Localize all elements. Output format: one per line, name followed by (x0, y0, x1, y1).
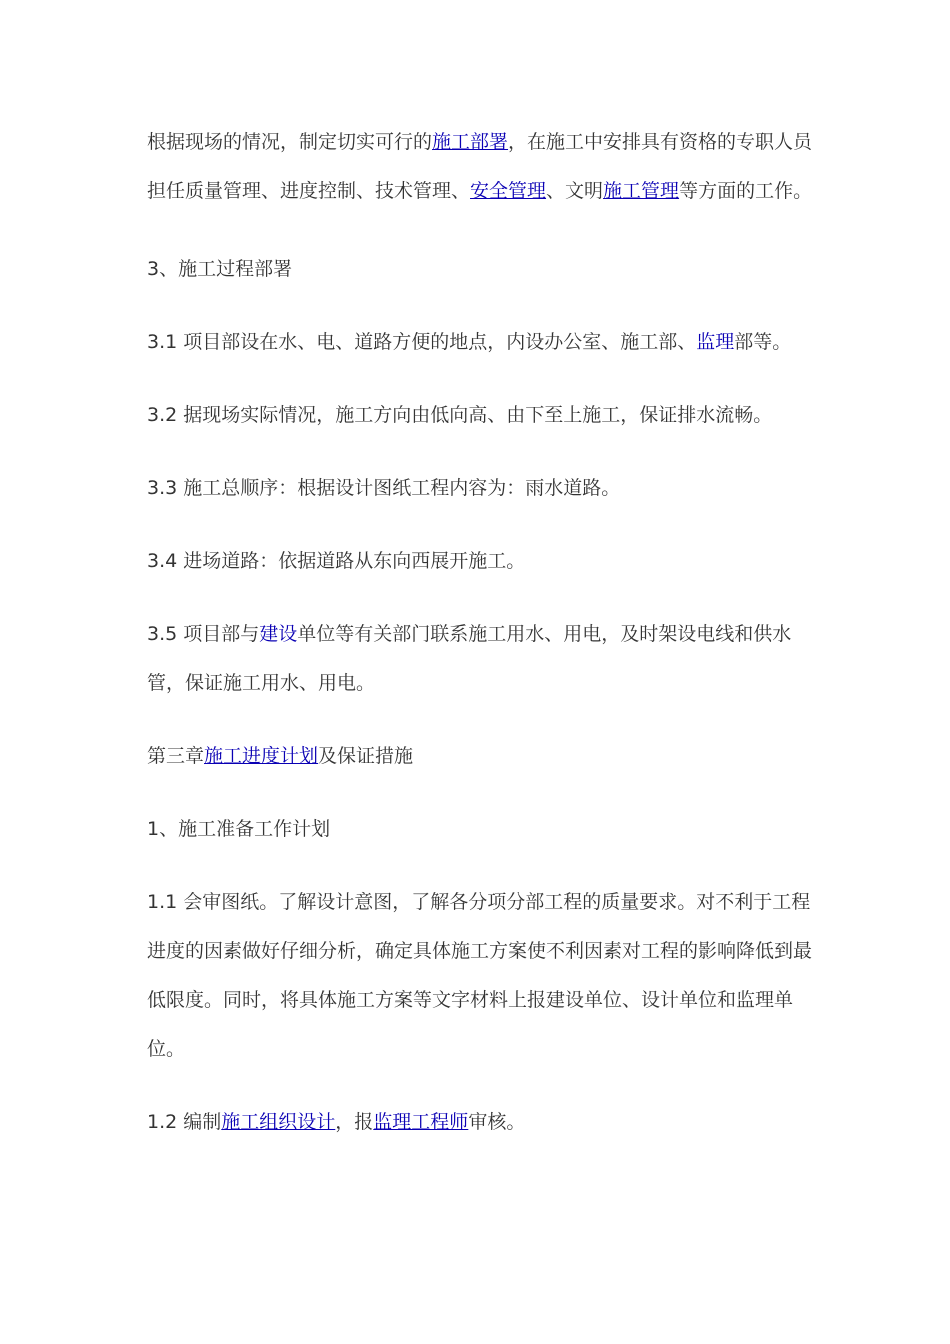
link-supervision[interactable]: 监理 (696, 331, 735, 353)
text: 等方面的工作。 (679, 180, 813, 202)
link-construction-deployment[interactable]: 施工部署 (432, 131, 509, 153)
section-heading-3 (147, 245, 827, 294)
text: 3.3 施工总顺序：根据设计图纸工程内容为：雨水道路。 (147, 477, 621, 499)
text: 1.2 编制 (147, 1111, 222, 1133)
link-construction-management[interactable]: 施工管理 (603, 180, 680, 202)
paragraph-1-2 (147, 1098, 827, 1147)
paragraph-intro (147, 118, 827, 216)
link-supervising-engineer[interactable]: 监理工程师 (373, 1111, 469, 1133)
text: 3.2 据现场实际情况，施工方向由低向高、由下至上施工，保证排水流畅。 (147, 404, 773, 426)
text: 3.4 进场道路：依据道路从东向西展开施工。 (147, 550, 526, 572)
link-construction-schedule[interactable]: 施工进度计划 (204, 745, 319, 767)
text: 第三章 (147, 745, 205, 767)
paragraph-3-5 (147, 610, 827, 708)
text: ，在施工中安排具有资格的专职人员担任质量管理、进度控制、技术管理、 (147, 131, 813, 202)
text: 3.5 项目部与 (147, 623, 260, 645)
text: 及保证措施 (318, 745, 414, 767)
text: 1.1 会审图纸。了解设计意图，了解各分项分部工程的质量要求。对不利于工程进度的因素做好仔细分析，确定具体施工方案使不利因素对工程的影响降低到最低限度。同时，将具体施工方案等文字材料上报建设单位、设计单位和监理单位。 (147, 891, 813, 1060)
text: 部等。 (734, 331, 792, 353)
text: ，报 (335, 1111, 374, 1133)
link-safety-management[interactable]: 安全管理 (470, 180, 547, 202)
chapter-3-heading (147, 732, 827, 781)
text: 3.1 项目部设在水、电、道路方便的地点，内设办公室、施工部、 (147, 331, 697, 353)
paragraph-1-1 (147, 878, 827, 1074)
text: 根据现场的情况，制定切实可行的 (147, 131, 433, 153)
paragraph-3-4 (147, 537, 827, 586)
paragraph-3-2 (147, 391, 827, 440)
text: 3、施工过程部署 (147, 258, 293, 280)
text: 、文明 (546, 180, 604, 202)
text: 审核。 (468, 1111, 526, 1133)
section-heading-1 (147, 805, 827, 854)
document-body (147, 118, 827, 1147)
text: 单位等有关部门联系施工用水、用电，及时架设电线和供水管，保证施工用水、用电。 (147, 623, 792, 694)
paragraph-3-3 (147, 464, 827, 513)
text: 1、施工准备工作计划 (147, 818, 331, 840)
link-construction-organization-design[interactable]: 施工组织设计 (221, 1111, 336, 1133)
link-construction-unit[interactable]: 建设 (259, 623, 298, 645)
paragraph-3-1 (147, 318, 827, 367)
